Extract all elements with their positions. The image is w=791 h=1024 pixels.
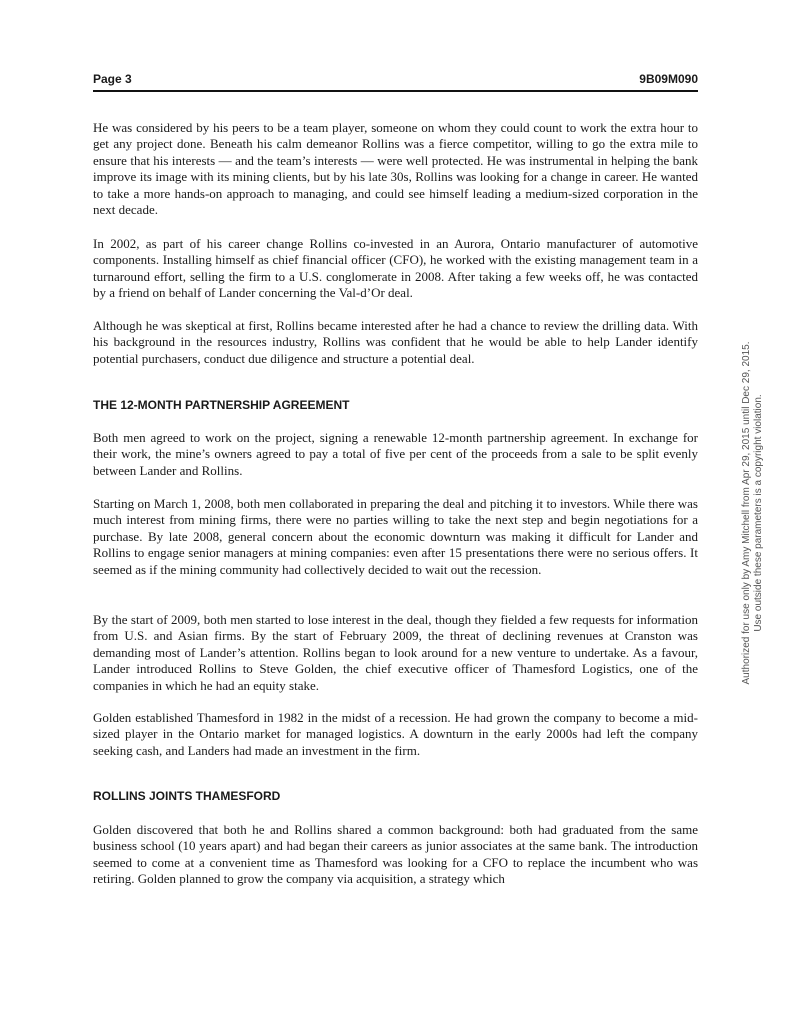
paragraph-common-background: Golden discovered that both he and Rollins shared a common background: both had graduated from the same business school (10 years apart) and had began their careers as junior associates at the same bank. The introduction seemed to come at a convenient time as Thamesford was looking for a CFO to replace the incumbent who was retiring. Golden planned to grow the company via acquisition, a strategy which bbox=[93, 822, 698, 887]
heading-rollins-joints-thamesford: ROLLINS JOINTS THAMESFORD bbox=[93, 789, 281, 803]
paragraph-agreement-terms: Both men agreed to work on the project, signing a renewable 12-month partnership agreement. In exchange for their work, the mine’s owners agreed to pay a total of five per cent of the proceeds from a sale to be split evenly between Lander and Rollins. bbox=[93, 430, 698, 478]
watermark-line-2: Use outside these parameters is a copyright violation. bbox=[753, 394, 764, 632]
copyright-watermark bbox=[739, 336, 767, 690]
heading-partnership-agreement: THE 12-MONTH PARTNERSHIP AGREEMENT bbox=[93, 398, 350, 412]
paragraph-career-change: In 2002, as part of his career change Rollins co-invested in an Aurora, Ontario manufacturer of automotive components. Installing himself as chief financial officer (CFO), he worked with the existing management team in a turnaround effort, selling the firm to a U.S. conglomerate in 2008. After taking a few weeks off, he was contacted by a friend on behalf of Lander concerning the Val-d’Or deal. bbox=[93, 236, 698, 301]
paragraph-losing-interest: By the start of 2009, both men started to lose interest in the deal, though they fielded a few requests for information from U.S. and Asian firms. By the start of February 2009, the threat of declining revenues at Cranston was demanding most of Lander’s attention. Rollins began to look around for a new venture to undertake. As a favour, Lander introduced Rollins to Steve Golden, the chief executive officer of Thamesford Logistics, one of the companies in which he had an equity stake. bbox=[93, 612, 698, 693]
page-header bbox=[93, 72, 698, 92]
paragraph-rollins-interest: Although he was skeptical at first, Rollins became interested after he had a chance to review the drilling data. With his background in the resources industry, Rollins was confident that he would be able to help Lander identify potential purchasers, conduct due diligence and structure a potential deal. bbox=[93, 318, 698, 366]
case-code: 9B09M090 bbox=[639, 72, 698, 86]
paragraph-rollins-background: He was considered by his peers to be a team player, someone on whom they could count to work the extra hour to get any project done. Beneath his calm demeanor Rollins was a fierce competitor, willing to go the extra mile to ensure that his interests — and the team’s interests — were well protected. He was instrumental in helping the bank improve its image with its mining clients, but by his late 30s, Rollins was looking for a change in career. He wanted to take a more hands-on approach to managing, and could see himself leading a medium-sized corporation in the next decade. bbox=[93, 120, 698, 218]
watermark-line-1: Authorized for use only by Amy Mitchell from Apr 29, 2015 until Dec 29, 2015. bbox=[741, 341, 752, 685]
paragraph-collaboration: Starting on March 1, 2008, both men collaborated in preparing the deal and pitching it to investors. While there was much interest from mining firms, there were no parties willing to take the next step and begin negotiations for a purchase. By late 2008, general concern about the economic downturn was making it difficult for Lander and Rollins to engage senior managers at mining companies: even after 15 presentations there were no serious offers. It seemed as if the mining community had collectively decided to wait out the recession. bbox=[93, 496, 698, 577]
page-number: Page 3 bbox=[93, 72, 132, 86]
paragraph-thamesford-history: Golden established Thamesford in 1982 in the midst of a recession. He had grown the company to become a mid-sized player in the Ontario market for managed logistics. A downturn in the early 2000s had left the company seeking cash, and Landers had made an investment in the firm. bbox=[93, 710, 698, 758]
